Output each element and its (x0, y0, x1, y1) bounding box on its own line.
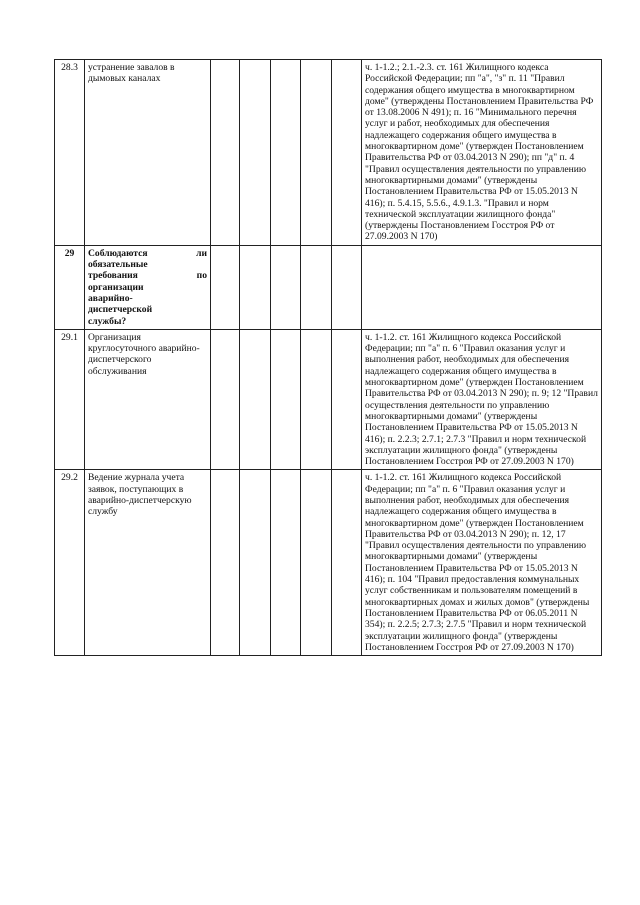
table-row (55, 470, 602, 656)
answer-cell (332, 60, 362, 246)
answer-cell (271, 245, 301, 329)
answer-cell (240, 60, 271, 246)
row-number: 28.3 (55, 60, 85, 246)
requirement-text: устранение завалов в дымовых каналах (85, 60, 211, 246)
answer-cell (211, 245, 240, 329)
requirement-text: Организация круглосуточного аварийно-диспетчерского обслуживания (85, 329, 211, 470)
row-number: 29.2 (55, 470, 85, 656)
row-number: 29 (55, 245, 85, 329)
answer-cell (301, 329, 332, 470)
question-word: организации (88, 281, 144, 293)
answer-cell (211, 329, 240, 470)
legal-reference-text: ч. 1-1.2.; 2.1.-2.3. ст. 161 Жилищного кодекса Российской Федерации; пп "а", "з" п. 11 "Правил содержания общего имущества в многоквартирном доме" (утверждены Постановлением Правительства РФ от 13.08.2006 N 491); п. 16 "Минимального перечня услуг и работ, необходимых для обеспечения надлежащего содержания общего имущества в многоквартирном доме" (утвержден Постановлением Правительства РФ от 03.04.2013 N 290); пп "д" п. 4 "Правил осуществления деятельности по управлению многоквартирными домами" (утверждены Постановлением Правительства РФ от 15.05.2013 N 416); п. 5.4.15, 5.5.6., 4.9.1.3. "Правил и норм технической эксплуатации жилищного фонда" (утверждены Постановлением Госстроя РФ от 27.09.2003 N 170) (362, 60, 602, 246)
question-line (88, 259, 207, 270)
question-line (88, 304, 207, 315)
question-line (88, 316, 207, 327)
answer-cell (211, 470, 240, 656)
inspection-checklist-table (54, 59, 602, 656)
answer-cell (332, 245, 362, 329)
answer-cell (301, 60, 332, 246)
question-word: аварийно- (88, 292, 133, 304)
answer-cell (301, 245, 332, 329)
question-line (88, 293, 207, 304)
legal-reference-text: ч. 1-1.2. ст. 161 Жилищного кодекса Российской Федерации; пп "а" п. 6 "Правил оказания услуг и выполнения работ, необходимых для обеспечения надлежащего содержания общего имущества в многоквартирном доме" (утвержден Постановлением Правительства РФ от 03.04.2013 N 290); п. 9; 12 "Правил осуществления деятельности по управлению многоквартирными домами" (утверждены Постановлением Правительства РФ от 15.05.2013 N 416); п. 2.2.3; 2.7.1; 2.7.3 "Правил и норм технической эксплуатации жилищного фонда" (утверждены Постановлением Госстроя РФ от 27.09.2003 N 170) (362, 329, 602, 470)
question-word: диспетчерской (88, 304, 153, 316)
question-word: обязательные (88, 259, 148, 271)
legal-reference-text: ч. 1-1.2. ст. 161 Жилищного кодекса Российской Федерации; пп "а" п. 6 "Правил оказания услуг и выполнения работ, необходимых для обеспечения надлежащего содержания общего имущества в многоквартирном доме" (утвержден Постановлением Правительства РФ от 03.04.2013 N 290); п. 12, 17 "Правил осуществления деятельности по управлению многоквартирными домами" (утверждены Постановлением Правительства РФ от 15.05.2013 N 416); п. 104 "Правил предоставления коммунальных услуг собственникам и пользователям помещений в многоквартирных домах и жилых домов" (утверждены Постановлением Правительства РФ от 06.05.2011 N 354); п. 2.2.5; 2.7.3; 2.7.5 "Правил и норм технической эксплуатации жилищного фонда" (утверждены Постановлением Госстроя РФ от 27.09.2003 N 170) (362, 470, 602, 656)
question-line (88, 282, 207, 293)
legal-reference-text (362, 245, 602, 329)
answer-cell (332, 470, 362, 656)
answer-cell (240, 245, 271, 329)
requirement-text: Ведение журнала учета заявок, поступающих в аварийно-диспетчерскую службу (85, 470, 211, 656)
question-word: ли (196, 247, 207, 259)
table-row (55, 245, 602, 329)
question-line (88, 270, 207, 281)
requirement-question (85, 245, 211, 329)
answer-cell (301, 470, 332, 656)
question-word: по (196, 270, 207, 282)
answer-cell (332, 329, 362, 470)
answer-cell (240, 470, 271, 656)
question-line (88, 248, 207, 259)
answer-cell (271, 470, 301, 656)
answer-cell (271, 329, 301, 470)
answer-cell (271, 60, 301, 246)
question-word: службы? (88, 315, 127, 327)
table-row (55, 60, 602, 246)
answer-cell (240, 329, 271, 470)
question-word: требования (88, 270, 138, 282)
answer-cell (211, 60, 240, 246)
table-row (55, 329, 602, 470)
row-number: 29.1 (55, 329, 85, 470)
question-word: Соблюдаются (88, 247, 148, 259)
